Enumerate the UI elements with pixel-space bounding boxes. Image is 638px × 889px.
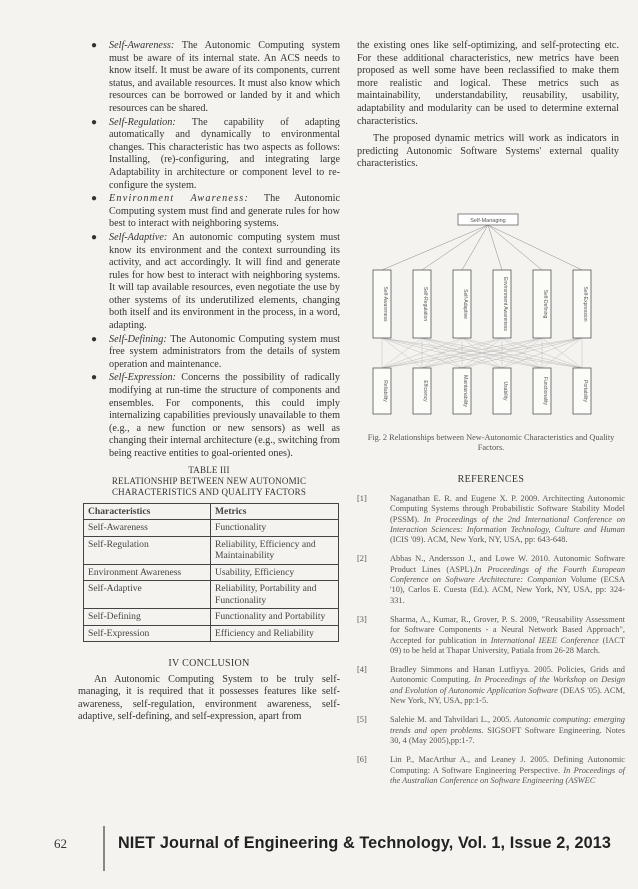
connector-line xyxy=(382,225,488,270)
quality-factors-row xyxy=(373,368,591,414)
bullet-term: Self-Expression: xyxy=(109,372,176,384)
reference-italic: In Proceedings of the Australian Conference on Software Engineering (ASWEC xyxy=(390,765,625,785)
bullet-icon: ● xyxy=(91,372,98,384)
left-column xyxy=(78,40,340,724)
reference-item xyxy=(357,615,625,656)
references-heading: REFERENCES xyxy=(457,474,525,485)
table-row xyxy=(84,536,339,564)
reference-tail: Volume (ECSA '10), Carlos E. Cuesta (Ed.). ACM, New York, NY, USA, pp: 324-331. xyxy=(390,575,625,605)
characteristics-list xyxy=(78,40,340,461)
body-paragraph: the existing ones like self-optimizing, and self-protecting etc. For these additional characteristics, new metrics have been proposed as well some have been reclassified to make them more realistic and logical. These metrics such as maintainability, understandability, reusability, usability, adaptability and modularity can be used to determine external characteristics. xyxy=(357,40,619,127)
conclusion-paragraph: An Autonomic Computing System to be truly self-managing, it is required that it possesses features like self-awareness, self-regulation, environment awareness, self-adaptive, self-defining, and self-expression, apart from xyxy=(78,673,340,723)
bullet-icon: ● xyxy=(91,40,98,51)
footer-divider xyxy=(103,826,105,871)
reference-italic: In Proceedings of the 2nd International Conference on Interaction Sciences: Information Technology, Culture and Human xyxy=(390,514,626,534)
reference-text: Bradley Simmons and Hanan Lutfiyya. 2005. Policies, Grids and Autonomic Computing. xyxy=(390,665,625,685)
bullet-text: The Autonomic Computing system must be aware of its internal state. An ACS needs to know itself. It must be aware of its components, current status, and available resources. It must also know which resources can be borrowed or landed by it and which resources can be shared. xyxy=(109,40,340,114)
connector-line xyxy=(488,225,582,270)
table-cell: Self-Adaptive xyxy=(84,581,211,609)
table-header-row xyxy=(84,503,339,520)
table-cell: Self-Awareness xyxy=(84,520,211,537)
table-cell: Reliability, Portability and Functionality xyxy=(211,581,339,609)
table-cell: Functionality and Portability xyxy=(211,609,339,626)
reference-item xyxy=(357,755,625,786)
bullet-text: Concerns the possibility of radically modifying at run-time the structure of components and ensembles. For components, this could imply internalizing capabilities previously unavailable to them (e.g., a new function or new sensors) as well as changing their internal architecture (e.g., switching from being reactive entities to goal-oriented ones). xyxy=(109,372,340,459)
bullet-term: Self-Adaptive: xyxy=(109,231,168,243)
connector-line xyxy=(422,225,488,270)
bullet-term: Self-Awareness: xyxy=(109,40,175,51)
reference-italic: Autonomic computing: emerging trends and open problems. xyxy=(390,715,625,735)
table-cell: Usability, Efficiency xyxy=(211,564,339,581)
connector-line xyxy=(488,225,502,270)
characteristic-node-label: Self-Regulation xyxy=(421,286,428,322)
reference-text: Naganathan E. R. and Eugene X. P. 2009. Architecting Autonomic Computing Systems through Probabilistic Software Stability Model (PSSM). xyxy=(390,494,625,524)
quality-factor-node-label: Usability xyxy=(501,381,508,401)
quality-factor-node-label: Portability xyxy=(581,380,588,402)
bullet-icon: ● xyxy=(91,116,98,128)
table-cell: Efficiency and Reliability xyxy=(211,625,339,642)
quality-factor-node-label: Reliability xyxy=(381,380,388,402)
list-item xyxy=(78,40,340,116)
bullet-text: The capability of adapting automatically and dynamically to environmental changes. This characteristic has two aspects as follows: Installing, (re)-configuring, and integrating large Adaptability in architecture or component level to re-configure the system. xyxy=(109,116,340,191)
reference-number: [5] xyxy=(357,715,367,725)
reference-text: Abbas N., Andersson J., and Lowe W. 2010. Autonomic Software Product Lines (ASPL). xyxy=(390,554,625,574)
bullet-text: The Autonomic Computing system must find and generate rules for how best to interact with neighboring systems. xyxy=(109,193,340,230)
table-row xyxy=(84,625,339,642)
page-number: 62 xyxy=(54,836,67,851)
root-node-label: Self-Managing xyxy=(470,218,506,224)
figure-caption: Fig. 2 Relationships between New-Autonomic Characteristics and Quality Factors. xyxy=(367,433,615,452)
right-column xyxy=(357,40,619,171)
reference-item xyxy=(357,665,625,706)
characteristic-node-label: Environment Awareness xyxy=(501,277,508,331)
characteristics-row xyxy=(373,270,591,338)
table-cell: Self-Defining xyxy=(84,609,211,626)
connector-line xyxy=(488,225,542,270)
reference-text: Salehie M. and Tahvildari L., 2005. xyxy=(390,715,515,725)
bullet-text: An autonomic computing system must know its environment and the context surrounding its activity, and act accordingly. It will find and generate rules for how best to interact with neighboring systems. It will tap available resources, even negotiate the use by other systems of its underutilized elements, changing both itself and its environment in the process, in a word, adapting. xyxy=(109,231,340,332)
table-caption: RELATIONSHIP BETWEEN NEW AUTONOMIC CHARACTERISTICS AND QUALITY FACTORS xyxy=(111,475,307,497)
table-row xyxy=(84,520,339,537)
references-list xyxy=(357,494,625,795)
reference-item xyxy=(357,715,625,746)
list-item xyxy=(78,117,340,193)
table-cell: Environment Awareness xyxy=(84,564,211,581)
quality-factor-node-label: Efficiency xyxy=(421,380,428,402)
table-cell: Reliability, Efficiency and Maintainability xyxy=(211,536,339,564)
reference-number: [6] xyxy=(357,755,367,765)
bullet-icon: ● xyxy=(91,333,98,345)
bullet-term: Self-Regulation: xyxy=(109,116,176,128)
reference-italic: In Proceedings of the Fourth European Conference on Software Architecture: Companion xyxy=(390,564,626,585)
table-row xyxy=(84,564,339,581)
connector-line xyxy=(462,225,488,270)
body-paragraph: The proposed dynamic metrics will work as indicators in predicting Autonomic Software Systems' external quality characteristics. xyxy=(357,133,619,170)
reference-tail: (DEAS '05). ACM, New York, NY, USA, pp:1-5. xyxy=(390,685,626,706)
list-item xyxy=(78,193,340,231)
table-label: TABLE III xyxy=(188,464,230,475)
reference-number: [1] xyxy=(357,494,367,503)
journal-footer: NIET Journal of Engineering & Technology, Vol. 1, Issue 2, 2013 xyxy=(118,834,611,852)
table-header-cell: Metrics xyxy=(211,503,339,520)
reference-number: [3] xyxy=(357,614,367,624)
reference-italic: International IEEE Conference xyxy=(490,635,599,645)
characteristic-node-label: Self-Adaptive xyxy=(461,289,468,319)
reference-text: Sharma, A., Kumar, R., Grover, P. S. 2009, "Reusability Assessment for Software Components - a Neural Network Based Approach", Accepted for publication in xyxy=(390,614,625,645)
list-item xyxy=(78,334,340,372)
reference-tail: (IACT 09) to be held at Thapar University, Patiala from 26-28 March. xyxy=(390,635,625,655)
characteristics-metrics-table xyxy=(83,503,339,643)
table-cell: Functionality xyxy=(211,520,339,537)
relationship-diagram xyxy=(360,208,622,423)
table-cell: Self-Expression xyxy=(84,625,211,642)
reference-tail: SIGSOFT Software Engineering. Notes 30, 4 (May 2005),pp:1-7. xyxy=(390,725,625,745)
connector-lines xyxy=(382,225,582,368)
quality-factor-node-label: Functionality xyxy=(541,376,548,406)
reference-text: Lin P., MacArthur A., and Leaney J. 2005. Defining Autonomic Computing: A Software Engineering Perspective. xyxy=(390,755,625,775)
reference-number: [4] xyxy=(357,665,367,675)
table-header-cell: Characteristics xyxy=(84,503,211,520)
bullet-icon: ● xyxy=(91,231,98,243)
list-item xyxy=(78,232,340,333)
table-cell: Self-Regulation xyxy=(84,536,211,564)
reference-tail: (ICIS '09). ACM, New York, NY, USA, pp: 643-648. xyxy=(390,535,568,545)
list-item xyxy=(78,372,340,460)
quality-factor-node-label: Maintainability xyxy=(461,375,468,407)
section-heading: IV CONCLUSION xyxy=(168,658,250,670)
table-row xyxy=(84,609,339,626)
reference-number: [2] xyxy=(357,554,367,564)
characteristic-node-label: Self-Defining xyxy=(541,289,548,319)
characteristic-node-label: Self-Expression xyxy=(581,286,588,322)
table-row xyxy=(84,581,339,609)
reference-item xyxy=(357,494,625,545)
reference-italic: In Proceedings of the Workshop on Design and Evolution of Autonomic Application Software xyxy=(390,675,626,695)
bullet-term: Self-Defining: xyxy=(109,333,167,345)
bullet-icon: ● xyxy=(91,193,98,205)
bullet-text: The Autonomic Computing system must free system administrators from the details of system operation and maintenance. xyxy=(109,333,340,370)
reference-item xyxy=(357,554,625,605)
characteristic-node-label: Self-Awareness xyxy=(381,286,388,322)
bullet-term: Environment Awareness: xyxy=(109,193,250,205)
